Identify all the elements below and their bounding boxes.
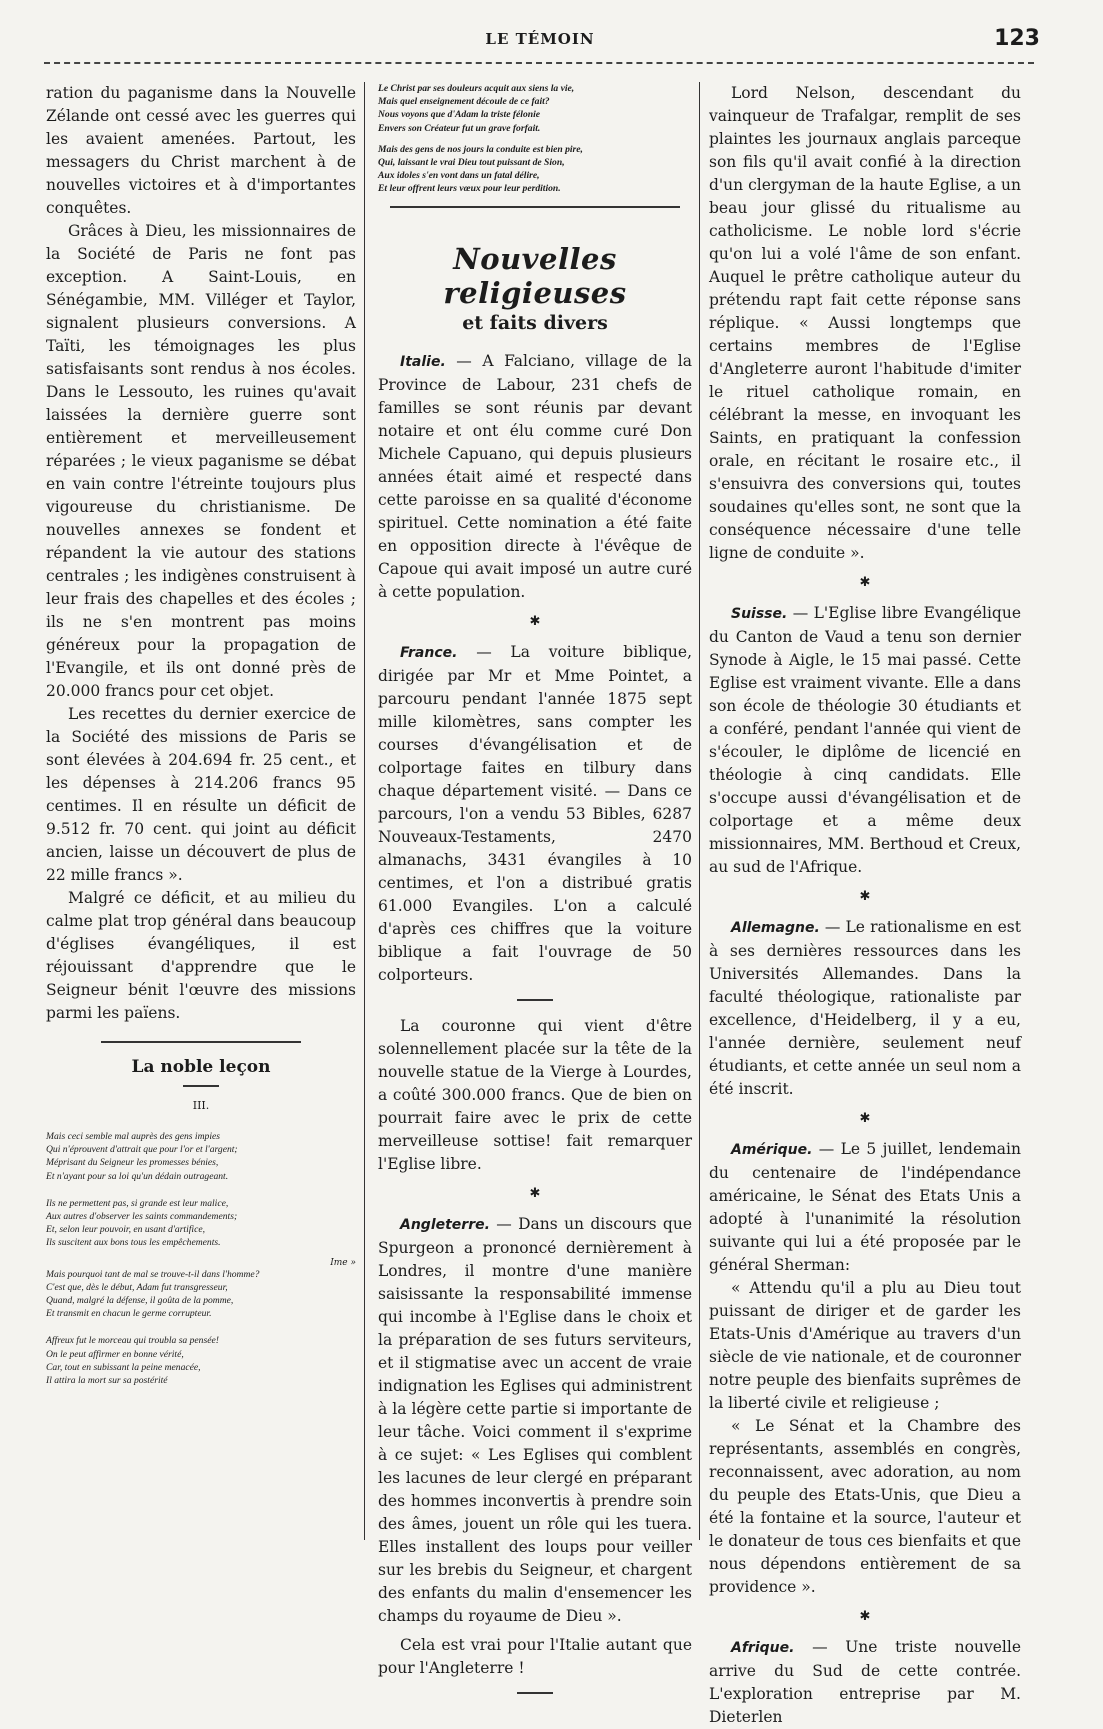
verse-line: Nous voyons que d'Adam la triste félonie	[378, 109, 541, 121]
item-dash	[517, 1692, 553, 1694]
journal-title: LE TÉMOIN	[485, 30, 595, 48]
poem-stanza	[378, 143, 692, 196]
verse-line: Envers son Créateur fut un grave forfait.	[378, 122, 541, 134]
article-paragraph: ration du paganisme dans la Nouvelle Zélande ont cessé avec les guerres qui les avaient amenées. Partout, les messagers du Christ marchent à de nouvelles victoires et à d'importantes conquêtes.	[46, 84, 356, 217]
news-text: — Le 5 juillet, lendemain du centenaire de l'indépendance américaine, le Sénat des Etats Unis a adopté à l'unanimité la résolution suivante qui lui a été proposée par le général Sherman:	[709, 1140, 1021, 1274]
news-text: — A Falciano, village de la Province de Labour, 231 chefs de familles se sont réunis par devant notaire et ont élu comme curé Don Michele Capuano, qui depuis plusieurs années était aimé et respecté dans cette paroisse en sa qualité d'économe spirituel. Cette nomination a été faite en opposition directe à l'évêque de Capoue qui avait imposé un autre curé à cette population.	[378, 351, 692, 601]
news-text: — Le rationalisme en est à ses dernières ressources dans les Universités Allemandes. Dans la faculté théologique, rationaliste par excellence, d'Heidelberg, il y a eu, l'année dernière, seulement neuf étudiants, et cette année un seul nom a été inscrit.	[709, 918, 1021, 1098]
verse-line: Mais des gens de nos jours la conduite est bien pire,	[378, 143, 583, 155]
verse-line: Quand, malgré la défense, il goûta de la pomme,	[46, 1295, 234, 1307]
news-label: Afrique.	[731, 1640, 795, 1656]
column-3	[709, 82, 1021, 1726]
poem-title: La noble leçon	[131, 1057, 271, 1077]
section-title: Nouvelles religieuses	[443, 241, 627, 310]
verse-line: Et transmit en chacun le germe corrupteur.	[46, 1308, 212, 1320]
star-separator: ✱	[859, 889, 871, 904]
verse-line: Affreux fut le morceau qui troubla sa pensée!	[46, 1335, 219, 1347]
star-separator: ✱	[859, 1609, 871, 1624]
title-dash	[183, 1085, 219, 1087]
verse-line: On le peut affirmer en bonne vérité,	[46, 1348, 184, 1360]
news-item-afrique	[709, 1636, 1021, 1729]
verse-line: Méprisant du Seigneur les promesses bénies,	[46, 1157, 219, 1169]
column-2	[378, 82, 692, 1677]
page-header	[40, 26, 1040, 54]
verse-line: Car, tout en subissant la peine menacée,	[46, 1361, 201, 1373]
verse-line: Et n'ayant pour sa loi qu'un dédain outrageant.	[46, 1170, 229, 1182]
news-text: — L'Eglise libre Evangélique du Canton de Vaud a tenu son dernier Synode à Aigle, le 15 mai passé. Cette Eglise est vraiment vivante. Elle a dans son école de théologie 30 étudiants et a conféré, pendant l'année qui vient de s'écouler, le diplôme de licencié en théologie à cinq candidats. Elle s'occupe aussi d'évangélisation et de colportage et a même deux missionnaires, MM. Berthoud et Creux, au sud de l'Afrique.	[709, 604, 1021, 876]
verse-line: Qui, laissant le vrai Dieu tout puissant de Sion,	[378, 157, 565, 169]
article-paragraph: Les recettes du dernier exercice de la Société des missions de Paris se sont élevées à 204.694 fr. 25 cent., et les dépenses à 214.206 francs 95 centimes. Il en résulte un déficit de 9.512 fr. 70 cent. qui joint au déficit ancien, laisse un découvert de plus de 22 mille francs ».	[46, 705, 356, 884]
news-label: France.	[400, 644, 458, 661]
news-label: Amérique.	[731, 1142, 813, 1158]
news-label: Italie.	[400, 353, 446, 370]
item-dash	[517, 999, 553, 1001]
article-paragraph: Grâces à Dieu, les missionnaires de la Société de Paris ne font pas exception. A Saint-Louis, en Sénégambie, MM. Villéger et Taylor, signalent plusieurs conversions. A Taïti, les témoignages les plus satisfaisants sont rendus à nos écoles. Dans le Lessouto, les ruines qu'avait laissées la dernière guerre sont entièrement et merveilleusement réparées ; le vieux paganisme se débat en vain contre l'étreinte toujours plus vigoureuse du christianisme. De nouvelles annexes se fondent et répandent la vie autour des stations centrales ; les indigènes construisent à leur frais des chapelles et des écoles ; ils ne s'en montrent pas moins généreux pour la propagation de l'Evangile, et ils ont donné près de 20.000 francs pour cet objet.	[46, 222, 356, 700]
verse-line: Qui n'éprouvent d'attrait que pour l'or et l'argent;	[46, 1144, 238, 1156]
header-rule	[44, 62, 1034, 64]
news-item-nelson: Lord Nelson, descendant du vainqueur de Trafalgar, remplit de ses plaintes les journaux anglais parceque son fils qu'il avait confié à la direction d'un clergyman de la haute Eglise, a un beau jour glissé du ritualisme au catholicisme. Le noble lord s'écrie qu'on lui a volé l'âme de son enfant. Auquel le prêtre catholique auteur du prétendu rapt fait cette réponse sans réplique. « Aussi longtemps que certains membres de l'Eglise d'Angleterre auront l'habitude d'imiter le rituel catholique romain, en célébrant la messe, en invoquant les Saints, en pratiquant la confession orale, en récitant le rosaire etc., il s'ensuivra des conversions qui, toutes soudaines qu'elles sont, ne sont que la conséquence nécessaire d'une telle ligne de conduite ».	[709, 84, 1021, 562]
column-divider	[699, 82, 700, 1540]
news-item-couronne: La couronne qui vient d'être solennellement placée sur la tête de la nouvelle statue de la Vierge à Lourdes, a coûté 300.000 francs. Que de bien on pourrait faire avec le prix de cette merveilleuse sottise! fait remarquer l'Eglise libre.	[378, 1016, 692, 1173]
verse-line: Ils suscitent aux bons tous les empêchements.	[46, 1237, 221, 1249]
poem-stanza	[46, 1268, 356, 1321]
resolution-quote: « Attendu qu'il a plu au Dieu tout puissant de diriger et de garder les Etats-Unis d'Amérique au travers d'un siècle de vie nationale, et de couronner notre peuple des bienfaits suprêmes de la liberté civile et religieuse ;	[709, 1279, 1021, 1412]
verse-line: Aux autres d'observer les saints commandements;	[46, 1211, 238, 1223]
star-separator: ✱	[859, 1111, 871, 1126]
verse-line: C'est que, dès le début, Adam fut transgresseur,	[46, 1281, 228, 1293]
news-item-amerique	[709, 1138, 1021, 1277]
star-separator: ✱	[859, 575, 871, 590]
news-text: — Une triste nouvelle arrive du Sud de cette contrée. L'exploration entreprise par M. Dieterlen	[709, 1638, 1021, 1726]
column-divider	[364, 82, 365, 1540]
news-text: — Dans un discours que Spurgeon a prononcé dernièrement à Londres, il montre d'une manière saisissante la responsabilité immense qui incombe à l'Eglise dans le choix et la préparation de ses futurs serviteurs, et il stigmatise avec un accent de vraie indignation les Eglises qui administrent à la légère cette partie si importante de leur tâche. Voici comment il s'exprime à ce sujet: « Les Eglises qui comblent les lacunes de leur clergé en préparant des hommes inconvertis à prendre soin des âmes, jouent un rôle qui les tuera. Elles installent des loups pour veiller sur les brebis du Seigneur, et chargent des enfants du malin d'ensemencer les champs du royaume de Dieu ».	[378, 1214, 692, 1625]
section-subtitle: et faits divers	[462, 311, 608, 334]
news-label: Allemagne.	[731, 920, 820, 936]
star-separator: ✱	[529, 613, 541, 629]
poem-stanza	[378, 82, 692, 135]
news-item-italie	[378, 350, 692, 604]
column-1	[46, 82, 356, 1552]
poem-number: III.	[192, 1099, 210, 1112]
news-text: — La voiture biblique, dirigée par Mr et Mme Pointet, a parcouru pendant l'année 1875 sept mille kilomètres, sans compter les courses d'évangélisation et de colportage faites en tilbury dans chaque département visité. — Dans ce parcours, l'on a vendu 53 Bibles, 6287 Nouveaux-Testaments, 2470 almanachs, 3431 évangiles à 10 centimes, et l'on a distribué gratis 61.000 Evangiles. L'on a calculé d'après ces chiffres que la voiture biblique a fait l'ouvrage de 50 colporteurs.	[378, 642, 692, 984]
section-rule	[101, 1041, 301, 1043]
news-item-angleterre	[378, 1213, 692, 1628]
stanza-mark: Ime »	[330, 1257, 356, 1268]
news-label: Angleterre.	[400, 1216, 490, 1233]
page-number: 123	[994, 26, 1040, 51]
news-item-france	[378, 641, 692, 987]
verse-line: Et leur offrent leurs vœux pour leur perdition.	[378, 183, 561, 195]
poem-stanza	[46, 1334, 356, 1387]
verse-line: Il attira la mort sur sa postérité	[46, 1375, 168, 1387]
article-paragraph: Malgré ce déficit, et au milieu du calme plat trop général dans beaucoup d'églises évangéliques, il est réjouissant d'apprendre que le Seigneur bénit l'œuvre des missions parmi les païens.	[46, 889, 356, 1022]
news-item-allemagne	[709, 916, 1021, 1101]
closing-remark: Cela est vrai pour l'Italie autant que pour l'Angleterre !	[378, 1635, 692, 1677]
verse-line: Mais quel enseignement découle de ce fait?	[378, 96, 550, 108]
section-rule	[390, 206, 680, 208]
resolution-quote: « Le Sénat et la Chambre des représentants, assemblés en congrès, reconnaissent, avec adoration, au nom du peuple des Etats-Unis, que Dieu a été la fontaine et la source, l'auteur et le donateur de tous ces bienfaits et que nous dépendons entièrement de sa providence ».	[709, 1417, 1021, 1596]
star-separator: ✱	[529, 1185, 541, 1201]
verse-line: Aux idoles s'en vont dans un fatal délire,	[378, 170, 540, 182]
verse-line: Mais ceci semble mal auprès des gens impies	[46, 1131, 220, 1142]
verse-line: Le Christ par ses douleurs acquit aux siens la vie,	[378, 83, 575, 94]
verse-line: Et, selon leur pouvoir, en usant d'artifice,	[46, 1224, 205, 1236]
news-label: Suisse.	[731, 606, 788, 622]
poem-stanza	[46, 1130, 356, 1183]
verse-line: Mais pourquoi tant de mal se trouve-t-il dans l'homme?	[46, 1268, 260, 1280]
verse-line: Ils ne permettent pas, si grande est leur malice,	[46, 1197, 229, 1209]
poem-stanza	[46, 1197, 356, 1250]
news-item-suisse	[709, 602, 1021, 879]
